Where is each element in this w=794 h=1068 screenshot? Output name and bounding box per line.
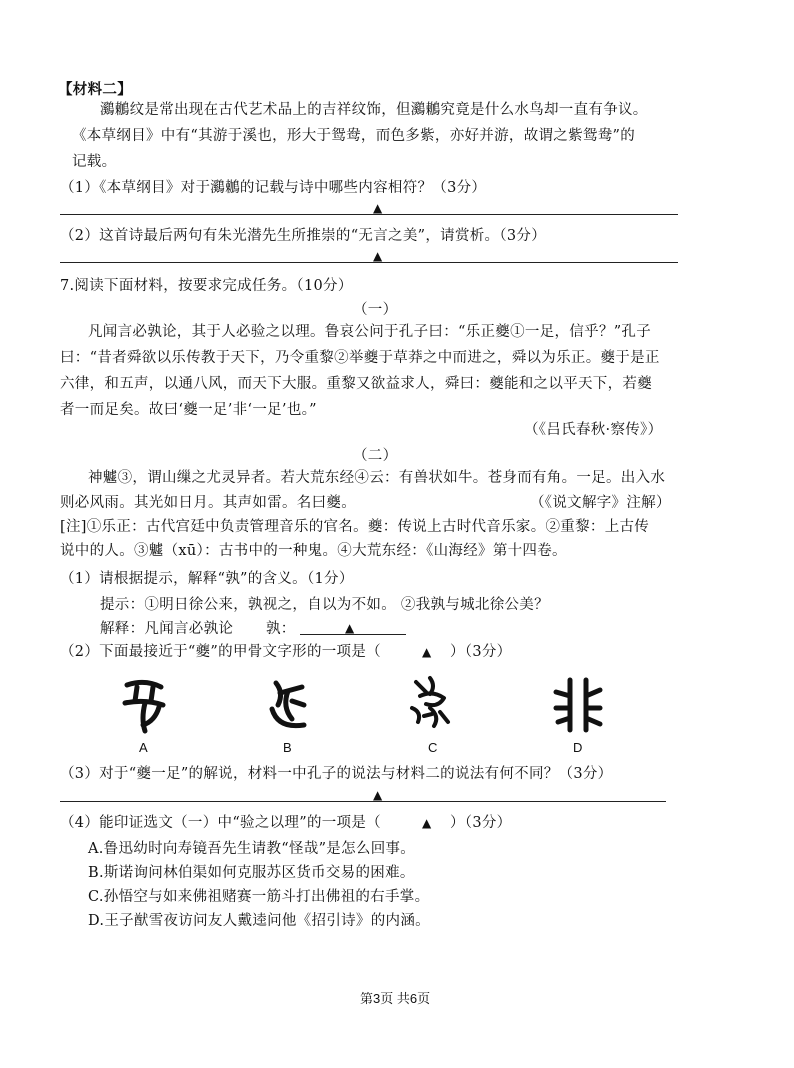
q7-part2-source: （《说文解字》注解） <box>530 495 671 511</box>
answer-line[interactable] <box>60 262 678 263</box>
oracle-glyph-d-icon <box>548 674 608 734</box>
answer-mark-icon: ▲ <box>422 645 432 659</box>
q7-part2-line-2: 则必风雨。其光如日月。其声如雷。名曰夔。 <box>60 495 356 511</box>
q7-sub1-hint: 提示：①明日徐公来，孰视之，自以为不如。 ②我孰与城北徐公美？ <box>100 597 549 613</box>
q7-part1-line-1: 凡闻言必孰论，其于人必验之以理。鲁哀公问于孔子曰：“乐正夔①一足，信乎？”孔子 <box>88 324 652 340</box>
option-c-label[interactable]: C <box>428 740 438 755</box>
oracle-glyph-c-icon <box>400 672 460 732</box>
q7-part2-line-1: 神魖③，谓山缫之尤灵异者。若大荒东经④云：有兽状如牛。苍身而有角。一足。出入水 <box>88 470 666 486</box>
q7-part2-heading: （二） <box>353 448 398 464</box>
q7-note-line-2: 说中的人。③魖（xū）：古书中的一种鬼。④大荒东经：《山海经》第十四卷。 <box>60 543 567 559</box>
q7-part1-source: （《吕氏春秋·察传》） <box>524 422 663 438</box>
material2-header: 【材料二】 <box>58 81 132 98</box>
q7-sub4-question: （4）能印证选文（一）中“验之以理”的一项是（ <box>60 815 381 831</box>
q7-part1-line-2: 曰：“昔者舜欲以乐传教于天下，乃令重黎②举夔于草莽之中而进之，舜以为乐正。夔于是正 <box>60 350 660 366</box>
material2-line-1: 鸂鶒纹是常出现在古代艺术品上的吉祥纹饰，但鸂鶒究竟是什么水鸟却一直有争议。 <box>100 102 648 118</box>
q7-sub1-explain-word: 孰： <box>266 621 296 637</box>
q7-sub3-question: （3）对于“夔一足”的解说，材料一中孔子的说法与材料二的说法有何不同？（3分） <box>60 766 613 782</box>
q7-sub4-option-c[interactable]: C.孙悟空与如来佛祖赌赛一筋斗打出佛祖的右手掌。 <box>88 889 430 905</box>
answer-mark-icon: ▲ <box>373 249 383 263</box>
q6-sub2-question: （2）这首诗最后两句有朱光潜先生所推崇的“无言之美”，请赏析。（3分） <box>60 228 547 244</box>
q7-sub1-explain-label: 解释：凡闻言必孰论 <box>100 621 234 637</box>
material2-line-2: 《本草纲目》中有“其游于溪也，形大于鸳鸯，而色多紫，亦好并游，故谓之紫鸳鸯”的 <box>72 128 636 144</box>
option-a-label[interactable]: A <box>139 740 148 755</box>
q7-sub1-question: （1）请根据提示，解释“孰”的含义。（1分） <box>60 571 354 587</box>
q7-sub4-option-d[interactable]: D.王子猷雪夜访问友人戴逵问他《招引诗》的内涵。 <box>88 913 430 929</box>
answer-line[interactable] <box>60 214 678 215</box>
q7-sub4-option-a[interactable]: A.鲁迅幼时向寿镜吾先生请教“怪哉”是怎么回事。 <box>88 841 416 857</box>
q7-note-line-1: [注]①乐正：古代宫廷中负责管理音乐的官名。夔：传说上古时代音乐家。②重黎：上古传 <box>60 519 650 535</box>
answer-line[interactable] <box>60 801 666 802</box>
material2-line-3: 记载。 <box>72 154 117 170</box>
answer-mark-icon: ▲ <box>345 621 355 635</box>
q7-sub1-answer-blank[interactable] <box>300 634 406 635</box>
oracle-glyph-a-icon <box>115 675 175 735</box>
q7-sub4-option-b[interactable]: B.斯诺询问林伯渠如何克服苏区货币交易的困难。 <box>88 865 415 881</box>
q7-sub2-tail: ）（3分） <box>450 644 512 660</box>
q7-title: 7.阅读下面材料，按要求完成任务。（10分） <box>60 278 353 294</box>
q6-sub1-question: （1）《本草纲目》对于鸂鶒的记载与诗中哪些内容相符？（3分） <box>60 180 487 196</box>
q7-sub4-tail: ）（3分） <box>450 815 512 831</box>
option-b-label[interactable]: B <box>283 740 292 755</box>
answer-mark-icon: ▲ <box>373 201 383 215</box>
q7-sub2-question: （2）下面最接近于“夔”的甲骨文字形的一项是（ <box>60 644 381 660</box>
answer-mark-icon: ▲ <box>422 816 432 830</box>
oracle-glyph-b-icon <box>258 675 318 735</box>
answer-mark-icon: ▲ <box>373 788 383 802</box>
page-number-footer: 第3页 共6页 <box>360 991 431 1006</box>
q7-part1-line-4: 者一而足矣。故曰‘夔一足’非‘一足’也。” <box>60 402 317 418</box>
option-d-label[interactable]: D <box>573 740 583 755</box>
q7-part1-heading: （一） <box>353 302 398 318</box>
q7-part1-line-3: 六律，和五声，以通八风，而天下大服。重黎又欲益求人，舜曰：夔能和之以平天下，若夔 <box>60 376 652 392</box>
